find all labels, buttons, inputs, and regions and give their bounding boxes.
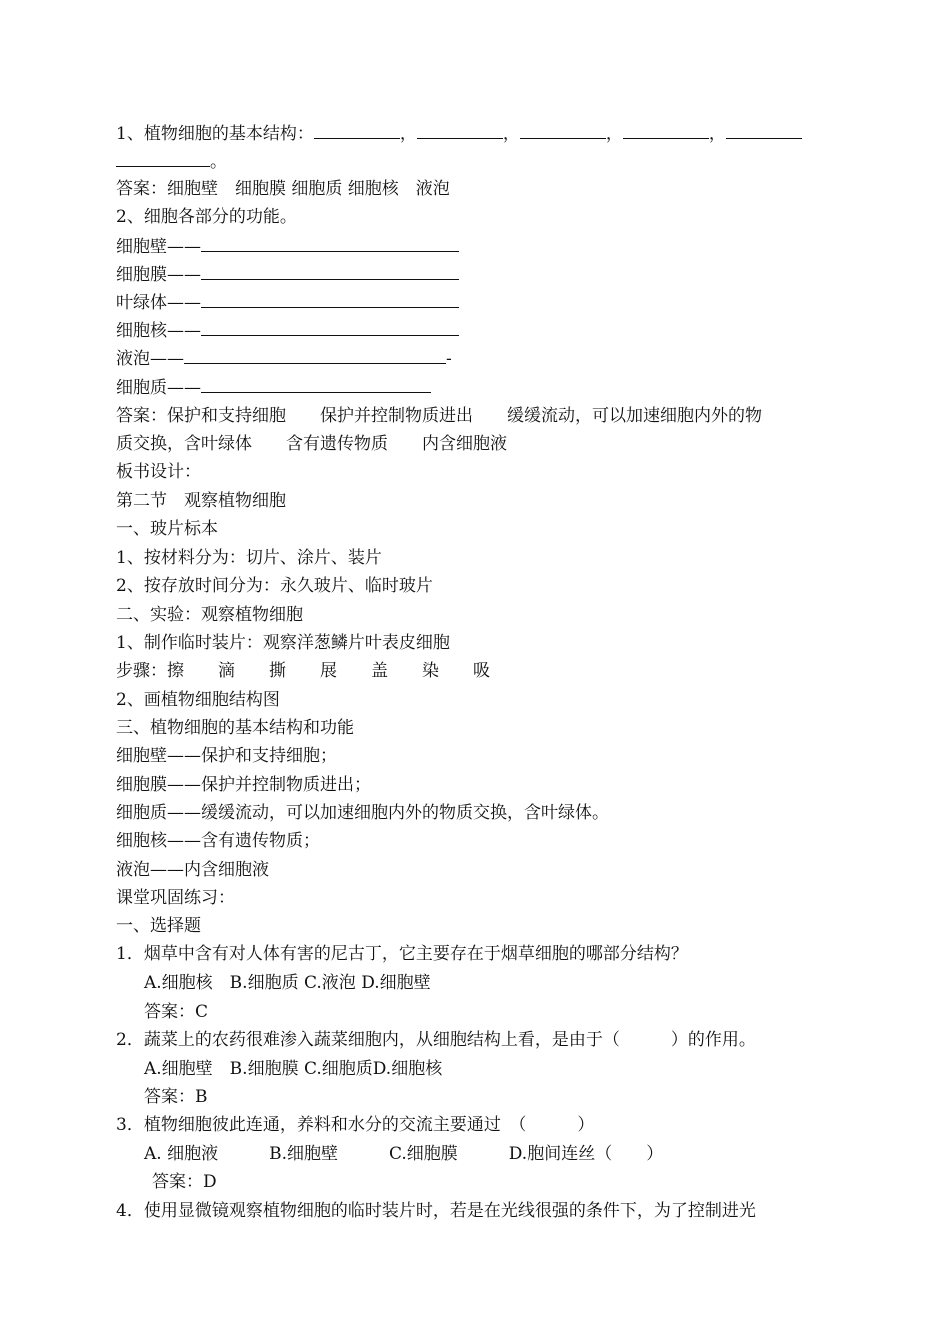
q2-blank xyxy=(201,376,431,393)
q1-blank-4 xyxy=(623,122,709,139)
q2-item-line xyxy=(116,291,459,314)
question-stem: 3．植物细胞彼此连通，养料和水分的交流主要通过 （ ） xyxy=(116,1115,595,1135)
q1-end: 。 xyxy=(210,152,227,172)
q1-line-2 xyxy=(116,150,227,173)
q1-prompt: 1、植物细胞的基本结构： xyxy=(116,124,314,144)
question-stem: 4．使用显微镜观察植物细胞的临时装片时，若是在光线很强的条件下，为了控制进光 xyxy=(116,1201,756,1221)
q2-item-line xyxy=(116,319,459,342)
q1-blank-3 xyxy=(520,122,606,139)
board-line: 1、按材料分为：切片、涂片、装片 xyxy=(116,548,382,568)
q1-blank-1 xyxy=(314,122,400,139)
q2-item-label: 液泡—— xyxy=(116,349,184,369)
board-line: 二、实验：观察植物细胞 xyxy=(116,605,303,625)
q2-item-label: 细胞壁—— xyxy=(116,237,201,257)
question-answer: 答案：D xyxy=(152,1172,217,1192)
board-line: 课堂巩固练习： xyxy=(116,888,235,908)
board-line: 一、玻片标本 xyxy=(116,519,218,539)
q2-prompt: 2、细胞各部分的功能。 xyxy=(116,207,297,227)
q2-item-label: 叶绿体—— xyxy=(116,293,201,313)
board-heading: 板书设计： xyxy=(116,462,201,482)
q2-answer-line-2: 质交换，含叶绿体 含有遗传物质 内含细胞液 xyxy=(116,434,507,454)
q1-sep: ， xyxy=(708,124,726,144)
board-line: 细胞壁——保护和支持细胞； xyxy=(116,746,337,766)
q1-sep: ， xyxy=(502,124,520,144)
q2-blank xyxy=(201,291,459,308)
q1-blank-5 xyxy=(726,122,802,139)
board-line: 液泡——内含细胞液 xyxy=(116,860,269,880)
q2-blank xyxy=(201,235,459,252)
q1-answer: 答案：细胞壁 细胞膜 细胞质 细胞核 液泡 xyxy=(116,179,450,199)
board-line: 一、选择题 xyxy=(116,916,201,936)
board-line: 1、制作临时装片：观察洋葱鳞片叶表皮细胞 xyxy=(116,633,450,653)
question-stem: 2．蔬菜上的农药很难渗入蔬菜细胞内，从细胞结构上看，是由于（ ）的作用。 xyxy=(116,1030,756,1050)
q2-blank xyxy=(184,347,446,364)
question-answer: 答案：C xyxy=(144,1002,209,1022)
q1-sep: ， xyxy=(605,124,623,144)
q2-item-line xyxy=(116,263,459,286)
board-line: 第二节 观察植物细胞 xyxy=(116,491,286,511)
q2-item-line xyxy=(116,235,459,258)
q2-dash: - xyxy=(446,349,452,369)
q2-blank xyxy=(201,319,459,336)
board-line: 2、按存放时间分为：永久玻片、临时玻片 xyxy=(116,576,433,596)
question-options: A.细胞壁 B.细胞膜 C.细胞质D.细胞核 xyxy=(144,1059,443,1079)
q1-sep: ， xyxy=(399,124,417,144)
q2-item-line xyxy=(116,376,431,399)
question-answer: 答案：B xyxy=(144,1087,208,1107)
board-line: 细胞核——含有遗传物质； xyxy=(116,831,320,851)
board-line: 三、植物细胞的基本结构和功能 xyxy=(116,718,354,738)
board-line: 步骤：擦 滴 撕 展 盖 染 吸 xyxy=(116,661,490,681)
q1-line xyxy=(116,122,802,145)
board-line: 细胞膜——保护并控制物质进出； xyxy=(116,775,371,795)
question-options: A.细胞核 B.细胞质 C.液泡 D.细胞壁 xyxy=(144,973,431,993)
q2-item-label: 细胞质—— xyxy=(116,378,201,398)
q2-blank xyxy=(201,263,459,280)
q1-blank-2 xyxy=(417,122,503,139)
q2-answer-line-1: 答案：保护和支持细胞 保护并控制物质进出 缓缓流动，可以加速细胞内外的物 xyxy=(116,406,762,426)
board-line: 细胞质——缓缓流动，可以加速细胞内外的物质交换，含叶绿体。 xyxy=(116,803,609,823)
q2-item-label: 细胞核—— xyxy=(116,321,201,341)
question-options: A. 细胞液 B.细胞壁 C.细胞膜 D.胞间连丝（ ） xyxy=(144,1144,664,1164)
q1-blank-5-cont xyxy=(116,150,210,167)
q2-item-label: 细胞膜—— xyxy=(116,265,201,285)
board-line: 2、画植物细胞结构图 xyxy=(116,690,280,710)
q2-item-line xyxy=(116,347,452,370)
question-stem: 1．烟草中含有对人体有害的尼古丁，它主要存在于烟草细胞的哪部分结构？ xyxy=(116,944,688,964)
